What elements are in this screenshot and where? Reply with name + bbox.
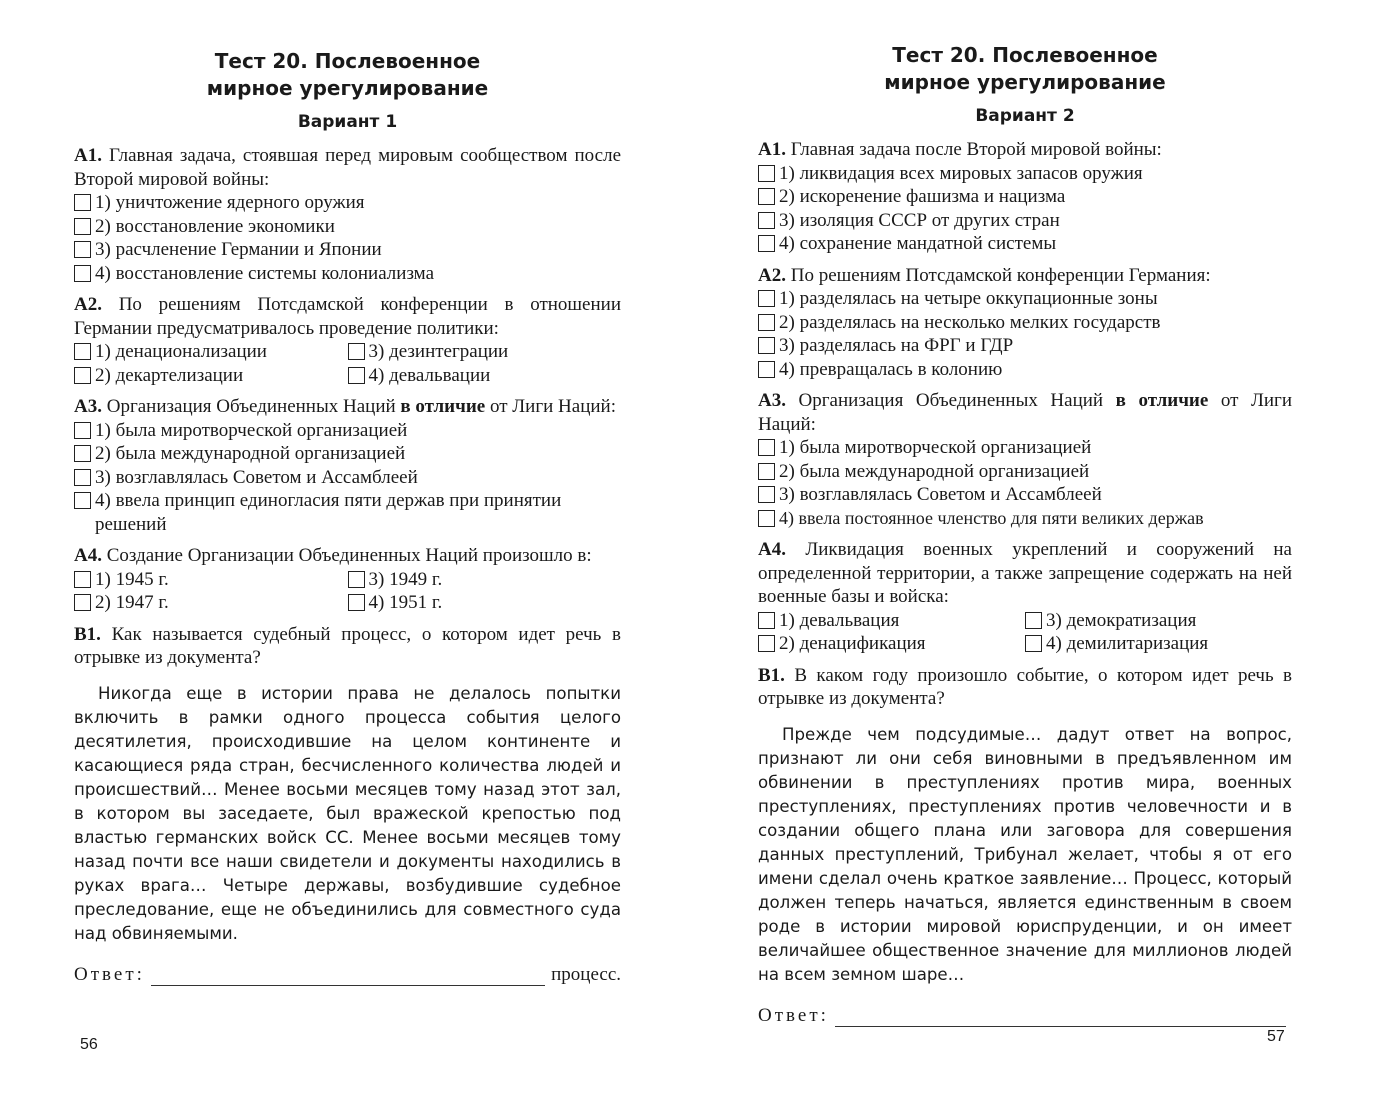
question-b1: В1. В каком году произошло событие, о котором идет речь в отрывке из документа? xyxy=(758,664,1292,709)
checkbox[interactable] xyxy=(74,194,91,211)
option-item[interactable]: 3) расчленение Германии и Японии xyxy=(74,238,621,262)
option-item[interactable]: 2) разделялась на несколько мелких государств xyxy=(758,311,1292,335)
checkbox[interactable] xyxy=(758,314,775,331)
checkbox[interactable] xyxy=(348,594,365,611)
option-item[interactable]: 1) денационализации xyxy=(74,340,348,364)
checkbox[interactable] xyxy=(74,571,91,588)
question-a1: А1. Главная задача после Второй мировой войны: xyxy=(758,139,1162,160)
option-item[interactable]: 4) демилитаризация xyxy=(1025,632,1292,656)
checkbox[interactable] xyxy=(758,510,775,527)
option-item[interactable]: 3) разделялась на ФРГ и ГДР xyxy=(758,334,1292,358)
option-item[interactable]: 3) возглавлялась Советом и Ассамблеей xyxy=(74,466,621,490)
checkbox[interactable] xyxy=(758,212,775,229)
option-item[interactable]: 2) денацификация xyxy=(758,632,1025,656)
checkbox[interactable] xyxy=(758,188,775,205)
question-a4: А4. Создание Организации Объединенных Наций произошло в: xyxy=(74,545,592,566)
checkbox[interactable] xyxy=(758,337,775,354)
option-item[interactable]: 3) 1949 г. xyxy=(348,568,622,592)
checkbox[interactable] xyxy=(758,612,775,629)
option-item[interactable]: 4) 1951 г. xyxy=(348,591,622,615)
option-item[interactable]: 1) была миротворческой организацией xyxy=(758,436,1292,460)
option-item[interactable]: 2) восстановление экономики xyxy=(74,215,621,239)
page-number: 57 xyxy=(1267,1028,1285,1045)
checkbox[interactable] xyxy=(758,463,775,480)
checkbox[interactable] xyxy=(74,343,91,360)
answer-row xyxy=(758,1005,1292,1027)
option-item[interactable]: 4) девальвации xyxy=(348,364,622,388)
document-excerpt: Прежде чем подсудимые… дадут ответ на вопрос, признают ли они себя виновными в предъявленном им обвинении в преступлениях против мира, военных преступлениях, преступлениях против человечности и в создании общего плана или заговора для совершения данных преступлений, Трибунал желает, чтобы я от его имени сделал очень краткое заявление… Процесс, который должен теперь начаться, является единственным в своем роде в истории мировой юриспруденции, и он имеет величайшее общественное значение для миллионов людей на всем земном шаре… xyxy=(758,724,1292,984)
checkbox[interactable] xyxy=(348,343,365,360)
checkbox[interactable] xyxy=(348,367,365,384)
option-item[interactable]: 4) восстановление системы колониализма xyxy=(74,262,621,286)
option-item[interactable]: 4) ввела принцип единогласия пяти держав при принятии решений xyxy=(74,489,621,536)
page-number: 56 xyxy=(80,1036,98,1053)
question-a2: А2. По решениям Потсдамской конференции в отношении Германии предусматривалось проведение политики: xyxy=(74,294,621,339)
option-item[interactable]: 1) уничтожение ядерного оружия xyxy=(74,191,621,215)
options-grid xyxy=(74,340,621,387)
right-page xyxy=(687,0,1374,1094)
checkbox[interactable] xyxy=(1025,612,1042,629)
option-item[interactable]: 3) возглавлялась Советом и Ассамблеей xyxy=(758,483,1292,507)
question-a1: А1. Главная задача, стоявшая перед мировым сообществом после Второй мировой войны: xyxy=(74,145,621,190)
option-item[interactable]: 4) превращалась в колонию xyxy=(758,358,1292,382)
checkbox[interactable] xyxy=(74,492,91,509)
question-a2: А2. По решениям Потсдамской конференции Германия: xyxy=(758,264,1211,286)
checkbox[interactable] xyxy=(74,218,91,235)
option-item[interactable]: 3) дезинтеграции xyxy=(348,340,622,364)
checkbox[interactable] xyxy=(74,445,91,462)
question-a4: А4. Ликвидация военных укреплений и сооружений на определенной территории, а также запрещение содержать на ней военные базы и войска: xyxy=(758,539,1292,607)
checkbox[interactable] xyxy=(758,165,775,182)
question-b1: В1. Как называется судебный процесс, о котором идет речь в отрывке из документа? xyxy=(74,623,621,668)
checkbox[interactable] xyxy=(74,422,91,439)
test-title: Тест 20. Послевоенное мирное урегулирование xyxy=(884,43,1166,94)
checkbox[interactable] xyxy=(348,571,365,588)
option-item[interactable]: 1) была миротворческой организацией xyxy=(74,419,621,443)
checkbox[interactable] xyxy=(758,235,775,252)
test-title: Тест 20. Послевоенное мирное урегулирование xyxy=(206,49,489,100)
answer-row xyxy=(74,964,621,986)
options-grid xyxy=(758,609,1292,656)
option-item[interactable]: 1) 1945 г. xyxy=(74,568,348,592)
option-item[interactable]: 3) изоляция СССР от других стран xyxy=(758,209,1292,233)
option-item[interactable]: 1) разделялась на четыре оккупационные зоны xyxy=(758,287,1292,311)
option-item[interactable]: 2) была международной организацией xyxy=(74,442,621,466)
answer-label: Ответ: xyxy=(758,1004,829,1026)
checkbox[interactable] xyxy=(758,486,775,503)
answer-field[interactable] xyxy=(835,1012,1286,1027)
option-item[interactable]: 3) демократизация xyxy=(1025,609,1292,633)
option-item[interactable]: 4) сохранение мандатной системы xyxy=(758,232,1292,256)
document-excerpt: Никогда еще в истории права не делалось попытки включить в рамки одного процесса события целого десятилетия, происходившие на целом континенте и касающиеся ряда стран, бесчисленного количества людей и происшествий… Менее восьми месяцев тому назад этот зал, в котором вы заседаете, был вражеской крепостью под властью германских войск СС. Менее восьми месяцев тому назад почти все наши свидетели и документы находились в руках врага… Четыре державы, возбудившие судебное преследование, еще не объединились для совместного суда над обвиняемыми. xyxy=(74,683,621,943)
checkbox[interactable] xyxy=(74,469,91,486)
option-item[interactable]: 4) ввела постоянное членство для пяти великих держав xyxy=(758,507,1292,531)
answer-field[interactable] xyxy=(151,971,545,986)
answer-suffix: процесс. xyxy=(551,963,621,985)
option-item[interactable]: 1) ликвидация всех мировых запасов оружия xyxy=(758,162,1292,186)
checkbox[interactable] xyxy=(74,241,91,258)
question-a3: А3. Организация Объединенных Наций в отличие от Лиги Наций: xyxy=(758,390,1292,435)
checkbox[interactable] xyxy=(74,594,91,611)
option-item[interactable]: 2) была международной организацией xyxy=(758,460,1292,484)
question-a3: А3. Организация Объединенных Наций в отличие от Лиги Наций: xyxy=(74,396,616,417)
checkbox[interactable] xyxy=(74,367,91,384)
option-item[interactable]: 2) 1947 г. xyxy=(74,591,348,615)
checkbox[interactable] xyxy=(758,635,775,652)
options-grid xyxy=(74,568,621,615)
option-item[interactable]: 2) искоренение фашизма и нацизма xyxy=(758,185,1292,209)
option-item[interactable]: 2) декартелизации xyxy=(74,364,348,388)
checkbox[interactable] xyxy=(1025,635,1042,652)
checkbox[interactable] xyxy=(758,361,775,378)
variant-title: Вариант 2 xyxy=(975,106,1075,126)
variant-title: Вариант 1 xyxy=(297,112,398,132)
checkbox[interactable] xyxy=(758,290,775,307)
option-item[interactable]: 1) девальвация xyxy=(758,609,1025,633)
answer-label: Ответ: xyxy=(74,963,145,985)
checkbox[interactable] xyxy=(758,439,775,456)
checkbox[interactable] xyxy=(74,265,91,282)
